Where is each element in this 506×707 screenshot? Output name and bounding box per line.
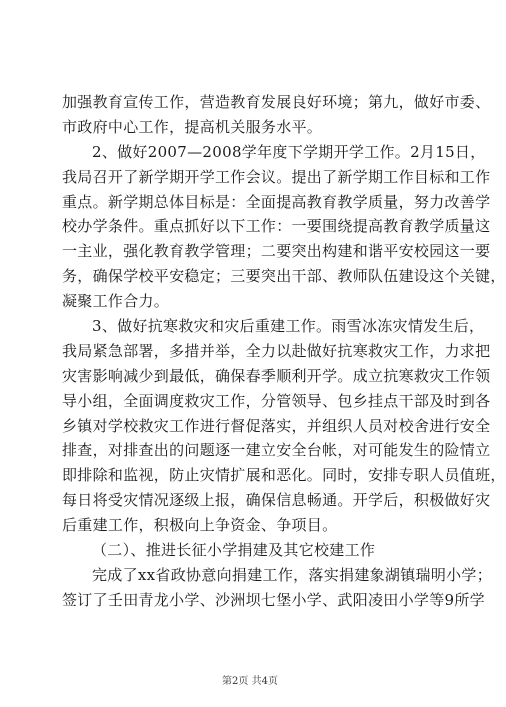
text-line: 导小组，全面调度救灾工作，分管领导、包乡挂点干部及时到各 (62, 391, 491, 410)
page-footer: 第2页 共4页 (222, 676, 278, 687)
text-line: 我局召开了新学期开学工作会议。提出了新学期工作目标和工作 (62, 167, 491, 186)
text-line: 重点。新学期总体目标是：全面提高教育教学质量，努力改善学 (62, 192, 491, 211)
text-line: 3、做好抗寒救灾和灾后重建工作。雨雪冰冻灾情发生后， (92, 317, 485, 336)
text-line: 市政府中心工作，提高机关服务水平。 (62, 117, 323, 136)
text-line: （二）、推进长征小学捐建及其它校建工作 (92, 541, 376, 560)
text-line: 加强教育宣传工作，营造教育发展良好环境；第九，做好市委、 (62, 93, 491, 111)
text-line: 即排除和监视，防止灾情扩展和恶化。同时，安排专职人员值班， (62, 466, 506, 485)
text-line: 校办学条件。重点抓好以下工作：一要围绕提高教育教学质量这 (62, 217, 491, 236)
text-line: 排查，对排查出的问题逐一建立安全台帐，对可能发生的险情立 (62, 441, 491, 460)
text-line: 后重建工作，积极向上争资金、争项目。 (62, 516, 338, 535)
text-line: 乡镇对学校救灾工作进行督促落实，并组织人员对校舍进行安全 (62, 416, 491, 435)
text-line: 凝聚工作合力。 (62, 292, 170, 311)
text-line: 务，确保学校平安稳定；三要突出干部、教师队伍建设这个关键， (62, 267, 506, 286)
text-line: 每日将受灾情况逐级上报，确保信息畅通。开学后，积极做好灾 (62, 491, 491, 510)
text-line: 签订了壬田青龙小学、沙洲坝七堡小学、武阳凌田小学等9所学 (62, 590, 485, 609)
text-line: 2、做好2007—2008学年度下学期开学工作。2月15日， (92, 142, 486, 161)
text-line: 完成了xx省政协意向捐建工作，落实捐建象湖镇瑞明小学； (92, 565, 493, 584)
text-line: 我局紧急部署，多措并举，全力以赴做好抗寒救灾工作，力求把 (62, 341, 491, 360)
document-body (62, 90, 506, 613)
text-line: 灾害影响减少到最低，确保春季顺利开学。成立抗寒救灾工作领 (62, 366, 491, 385)
text-line: 一主业，强化教育教学管理；二要突出构建和谐平安校园这一要 (62, 242, 491, 261)
